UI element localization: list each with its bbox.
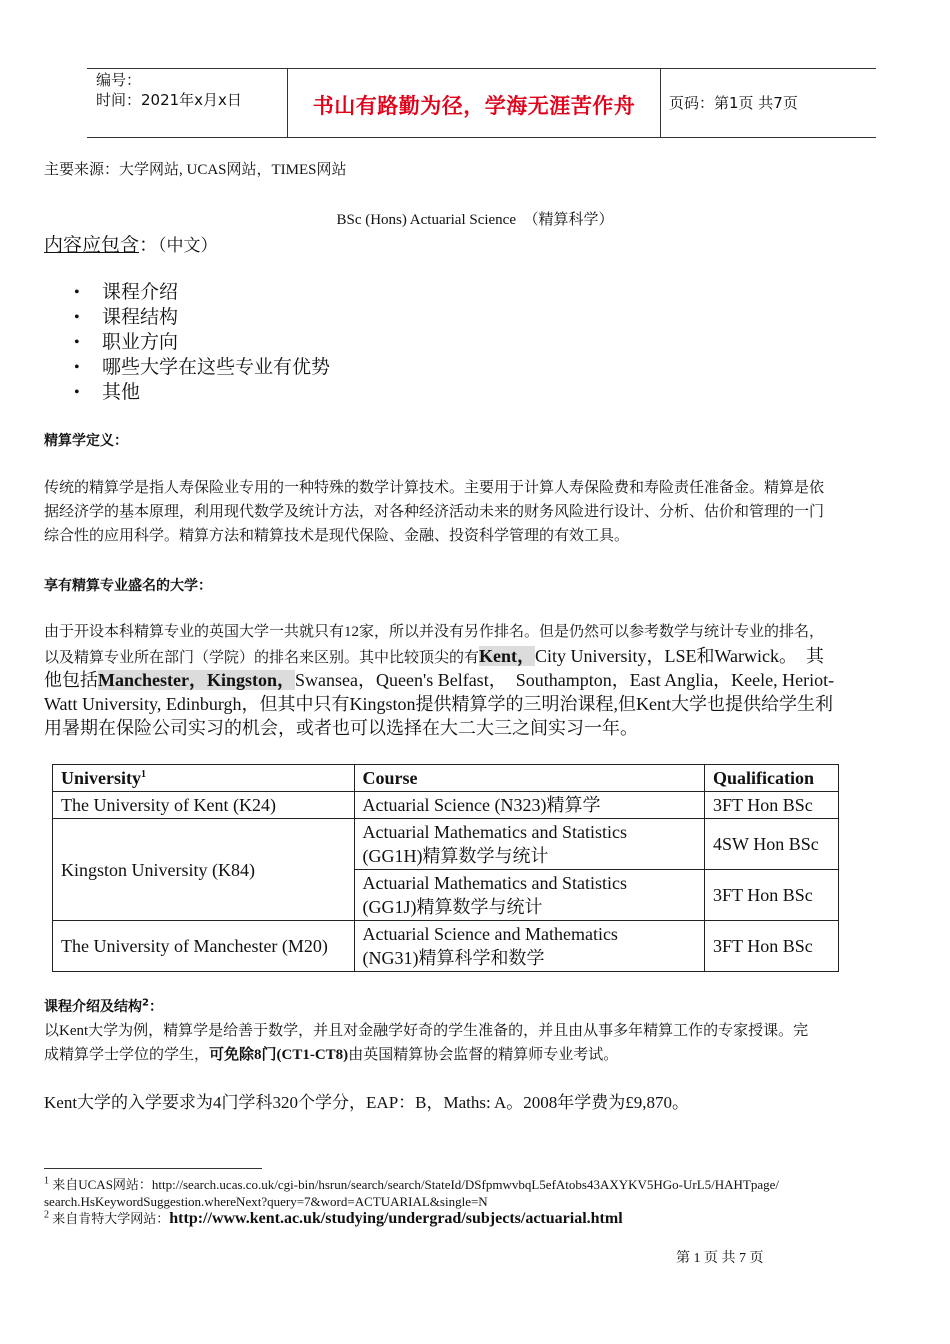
course-line: (NG31)精算科学和数学 bbox=[362, 948, 545, 968]
contents-heading-colon: ： bbox=[139, 235, 159, 256]
contents-heading-text: 内容应包含 bbox=[44, 235, 140, 256]
course-line: Actuarial Mathematics and Statistics bbox=[362, 873, 627, 893]
header-page-label: 页码：第1页 共7页 bbox=[669, 94, 798, 112]
list-item: • 哪些大学在这些专业有优势 bbox=[44, 355, 330, 380]
intro-line-2-a: 成精算学士学位的学生， bbox=[44, 1047, 210, 1063]
intro-line-2-b: 由英国精算协会监督的精算师专业考试。 bbox=[348, 1047, 619, 1063]
university-table bbox=[52, 764, 839, 972]
intro-heading bbox=[44, 996, 163, 1016]
footnote-2-prefix: 来自肯特大学网站： bbox=[52, 1211, 170, 1226]
intro-heading-text: 课程介绍及结构 bbox=[44, 999, 142, 1015]
page-footer: 第 1 页 共 7 页 bbox=[676, 1251, 764, 1266]
definition-line: 传统的精算学是指人寿保险业专用的一种特殊的数学计算技术。主要用于计算人寿保险费和寿险责任准备金。精算是依 bbox=[44, 480, 825, 496]
intro-line-2 bbox=[44, 1043, 618, 1067]
contents-note: （中文） bbox=[158, 236, 218, 255]
header-course: Course bbox=[354, 765, 704, 792]
intro-heading-sup: 2 bbox=[142, 997, 149, 1009]
cell-university-kent: The University of Kent (K24) bbox=[53, 792, 355, 819]
course-line: (GG1H)精算数学与统计 bbox=[362, 846, 549, 866]
universities-line-3-b: Swansea，Queen's Belfast， Southampton，East Anglia，Keele, Heriot- bbox=[295, 670, 835, 690]
cell-qualification-kent: 3FT Hon BSc bbox=[705, 792, 839, 819]
definition-heading: 精算学定义： bbox=[44, 433, 128, 449]
contents-heading bbox=[44, 233, 218, 259]
cell-university-kingston: Kingston University (K84) bbox=[53, 819, 355, 921]
universities-line-5: 用暑期在保险公司实习的机会，或者也可以选择在大二大三之间实习一年。 bbox=[44, 718, 638, 738]
header-page-cell bbox=[660, 69, 876, 137]
footnote-2 bbox=[44, 1209, 623, 1229]
header-meta bbox=[87, 69, 287, 137]
course-line: (GG1J)精算数学与统计 bbox=[362, 897, 543, 917]
source-line: 主要来源：大学网站, UCAS网站，TIMES网站 bbox=[44, 162, 347, 178]
entry-requirement: Kent大学的入学要求为4门学科320个学分，EAP：B，Maths: A。2008年学费为£9,870。 bbox=[44, 1093, 690, 1112]
universities-line-2-b: City University，LSE和Warwick。 其 bbox=[535, 646, 825, 666]
cell-qualification-kingston-gg1j: 3FT Hon BSc bbox=[705, 870, 839, 921]
document-header bbox=[87, 68, 876, 138]
footnote-2-sup: 2 bbox=[44, 1209, 49, 1221]
serial-label: 编号： bbox=[96, 71, 142, 89]
header-university bbox=[53, 765, 355, 792]
highlight-kent: Kent， bbox=[479, 646, 536, 666]
header-motto-cell bbox=[287, 69, 661, 137]
definition-line: 据经济学的基本原理，利用现代数学及统计方法，对各种经济活动未来的财务风险进行设计、分析、估价和管理的一门 bbox=[44, 504, 825, 520]
footnote-1 bbox=[44, 1176, 779, 1194]
header-qualification: Qualification bbox=[705, 765, 839, 792]
course-line: Actuarial Mathematics and Statistics bbox=[362, 822, 627, 842]
time-label: 时间：2021年x月x日 bbox=[96, 91, 242, 109]
footnote-1-sup: 1 bbox=[44, 1175, 49, 1187]
footnote-separator bbox=[44, 1168, 262, 1169]
definition-line: 综合性的应用科学。精算方法和精算技术是现代保险、金融、投资科学管理的有效工具。 bbox=[44, 528, 630, 544]
universities-line-3 bbox=[44, 668, 834, 692]
universities-heading: 享有精算专业盛名的大学： bbox=[44, 578, 212, 594]
cell-course-kingston-gg1h bbox=[354, 819, 704, 870]
universities-line-2-a: 以及精算专业所在部门（学院）的排名来区别。其中比较顶尖的有 bbox=[44, 650, 480, 666]
footnote-1-line-1: 来自UCAS网站：http://search.ucas.co.uk/cgi-bin/hsrun/search/search/StateId/DSfpmwvbqL5efAtobs43AXYKV5HGo-UrL5/HAHTpage/ bbox=[52, 1177, 780, 1192]
header-university-text: University bbox=[61, 768, 141, 788]
cell-qualification-manchester: 3FT Hon BSc bbox=[705, 921, 839, 972]
highlight-manchester-kingston: Manchester，Kingston， bbox=[98, 670, 295, 690]
universities-line-4: Watt University, Edinburgh，但其中只有Kingston提供精算学的三明治课程,但Kent大学也提供给学生利 bbox=[44, 694, 834, 714]
intro-line-1: 以Kent大学为例，精算学是给善于数学，并且对金融学好奇的学生准备的，并且由从事多年精算工作的专家授课。完 bbox=[44, 1023, 809, 1039]
contents-list bbox=[44, 280, 330, 405]
universities-line-3-a: 他包括 bbox=[44, 670, 98, 690]
intro-line-2-bold: 可免除8门(CT1-CT8) bbox=[209, 1047, 349, 1063]
list-item: • 课程结构 bbox=[44, 305, 330, 330]
cell-university-manchester: The University of Manchester (M20) bbox=[53, 921, 355, 972]
footnote-2-url[interactable]: http://www.kent.ac.uk/studying/undergrad/subjects/actuarial.html bbox=[169, 1210, 623, 1227]
course-line: Actuarial Science and Mathematics bbox=[362, 924, 618, 944]
list-item: • 职业方向 bbox=[44, 330, 330, 355]
intro-heading-colon: ： bbox=[148, 999, 163, 1015]
cell-qualification-kingston-gg1h: 4SW Hon BSc bbox=[705, 819, 839, 870]
header-university-sup: 1 bbox=[141, 769, 146, 780]
table-row bbox=[53, 921, 839, 972]
cell-course-kingston-gg1j bbox=[354, 870, 704, 921]
universities-line-1: 由于开设本科精算专业的英国大学一共就只有12家，所以并没有另作排名。但是仍然可以参考数学与统计专业的排名， bbox=[44, 624, 825, 640]
table-row bbox=[53, 792, 839, 819]
motto: 书山有路勤为径，学海无涯苦作舟 bbox=[312, 94, 636, 118]
list-item: • 课程介绍 bbox=[44, 280, 330, 305]
cell-course-manchester bbox=[354, 921, 704, 972]
table-header-row bbox=[53, 765, 839, 792]
table-row bbox=[53, 819, 839, 870]
course-title: BSc (Hons) Actuarial Science （精算科学） bbox=[336, 212, 614, 228]
universities-line-2 bbox=[44, 644, 824, 670]
cell-course-kent: Actuarial Science (N323)精算学 bbox=[354, 792, 704, 819]
footnote-1-continued: search.HsKeywordSuggestion.whereNext?query=7&word=ACTUARIAL&single=N bbox=[44, 1194, 488, 1209]
list-item: • 其他 bbox=[44, 380, 330, 405]
